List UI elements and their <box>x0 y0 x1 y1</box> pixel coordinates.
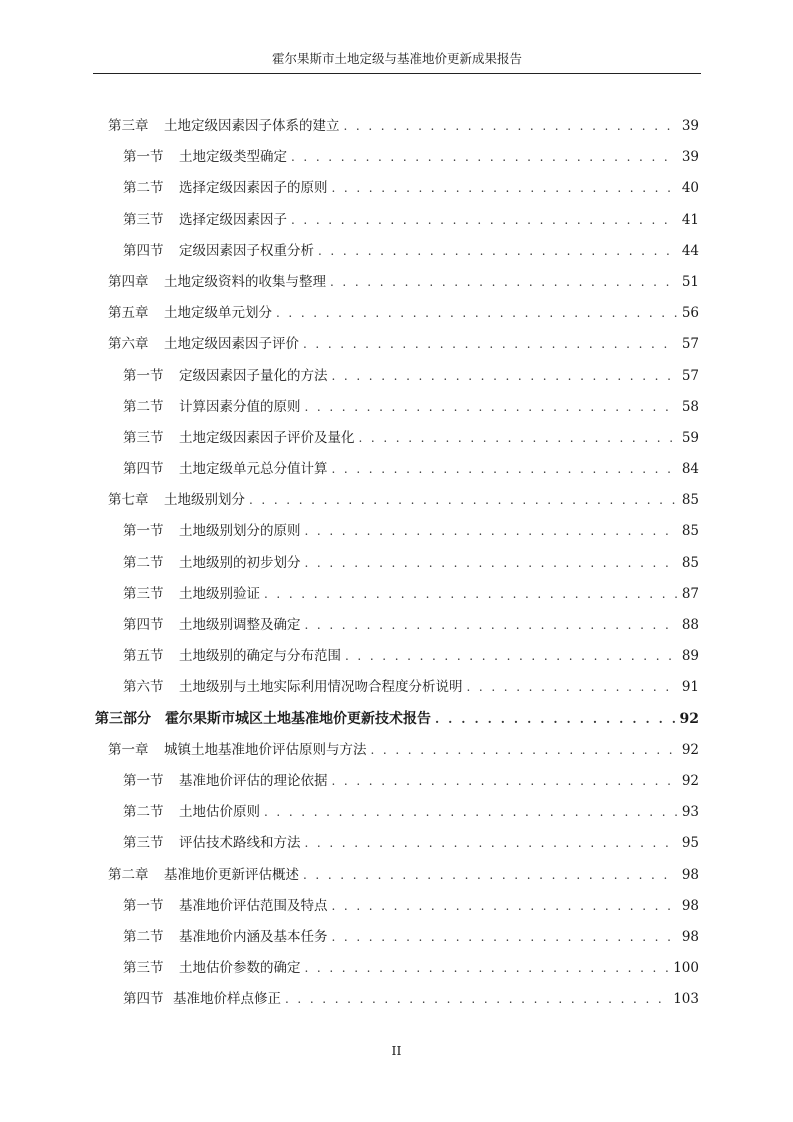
toc-entry-title: 霍尔果斯市城区土地基准地价更新技术报告 <box>165 710 431 727</box>
toc-entry-label: 第六章 <box>108 336 149 353</box>
toc-entry-chapter[interactable] <box>93 302 699 333</box>
toc-entry-label: 第五节 <box>123 648 164 665</box>
toc-entry-label: 第四节 <box>123 617 164 633</box>
toc-entry-page-number: 39 <box>681 149 699 166</box>
toc-entry-chapter[interactable] <box>93 115 699 146</box>
toc-entry-label: 第一节 <box>123 367 164 384</box>
toc-entry-page-number: 92 <box>681 741 699 758</box>
toc-entry-label: 第一节 <box>123 897 164 914</box>
toc-entry-section[interactable] <box>93 645 699 676</box>
toc-entry-title: 土地级别调整及确定 <box>179 617 301 633</box>
toc-entry-label: 第二章 <box>108 866 149 883</box>
toc-dot-leader <box>330 271 677 293</box>
toc-entry-section[interactable] <box>93 240 699 271</box>
toc-entry-section[interactable] <box>93 676 699 707</box>
toc-entry-title: 土地定级因素因子评价 <box>164 336 299 353</box>
toc-entry-page-number: 98 <box>681 897 699 914</box>
toc-dot-leader <box>305 614 678 636</box>
toc-entry-chapter[interactable] <box>93 864 699 895</box>
toc-entry-page-number: 58 <box>681 398 699 415</box>
toc-entry-title: 基准地价更新评估概述 <box>164 866 299 883</box>
toc-entry-section[interactable] <box>93 552 699 583</box>
toc-entry-page-number: 85 <box>681 492 699 509</box>
toc-entry-page-number: 84 <box>681 461 699 478</box>
toc-entry-section[interactable] <box>93 926 699 957</box>
toc-entry-page-number: 103 <box>673 991 699 1008</box>
toc-entry-section[interactable] <box>93 427 699 458</box>
toc-entry-label: 第三节 <box>123 960 164 977</box>
toc-entry-label: 第四节 <box>123 991 164 1008</box>
toc-dot-leader <box>467 676 678 698</box>
toc-entry-section[interactable] <box>93 801 699 832</box>
toc-entry-title: 土地级别划分 <box>164 492 245 509</box>
toc-entry-page-number: 92 <box>679 710 699 727</box>
toc-dot-leader <box>344 115 678 137</box>
toc-entry-label: 第一章 <box>108 741 149 758</box>
toc-entry-page-number: 44 <box>681 242 699 259</box>
toc-entry-label: 第七章 <box>108 492 149 509</box>
toc-entry-title: 土地定级因素因子体系的建立 <box>164 118 340 134</box>
toc-dot-leader <box>303 864 677 886</box>
toc-entry-section[interactable] <box>93 583 699 614</box>
toc-dot-leader <box>332 365 678 387</box>
toc-entry-label: 第一节 <box>123 523 164 540</box>
toc-entry-page-number: 87 <box>681 585 699 602</box>
toc-entry-part[interactable] <box>93 708 699 739</box>
toc-entry-section[interactable] <box>93 988 699 1019</box>
toc-entry-section[interactable] <box>93 396 699 427</box>
toc-entry-label: 第三节 <box>123 835 164 852</box>
toc-entry-page-number: 91 <box>681 679 699 696</box>
toc-entry-page-number: 98 <box>681 928 699 945</box>
toc-dot-leader <box>318 240 677 262</box>
toc-entry-page-number: 39 <box>681 118 699 134</box>
toc-entry-title: 评估技术路线和方法 <box>179 835 301 852</box>
toc-entry-label: 第二节 <box>123 398 164 415</box>
toc-entry-label: 第二节 <box>123 928 164 945</box>
toc-entry-page-number: 85 <box>681 554 699 571</box>
toc-entry-section[interactable] <box>93 832 699 863</box>
toc-dot-leader <box>332 458 678 480</box>
page-header: 霍尔果斯市土地定级与基准地价更新成果报告 <box>271 51 522 66</box>
toc-entry-page-number: 93 <box>681 804 699 821</box>
toc-dot-leader <box>359 427 678 449</box>
toc-entry-title: 基准地价内涵及基本任务 <box>179 928 328 945</box>
toc-entry-chapter[interactable] <box>93 489 699 520</box>
toc-entry-page-number: 95 <box>681 835 699 852</box>
toc-entry-title: 土地级别的确定与分布范围 <box>179 648 341 665</box>
toc-entry-chapter[interactable] <box>93 333 699 364</box>
toc-entry-page-number: 40 <box>681 180 699 197</box>
toc-dot-leader <box>305 552 678 574</box>
toc-dot-leader <box>291 209 677 231</box>
toc-entry-section[interactable] <box>93 895 699 926</box>
toc-entry-title: 土地估价原则 <box>179 804 260 821</box>
toc-entry-title: 计算因素分值的原则 <box>179 398 301 415</box>
toc-entry-label: 第四节 <box>123 461 164 478</box>
toc-entry-title: 基准地价评估的理论依据 <box>179 772 328 789</box>
toc-entry-section[interactable] <box>93 614 699 645</box>
toc-dot-leader <box>305 957 670 979</box>
toc-entry-page-number: 56 <box>681 305 699 322</box>
toc-dot-leader <box>305 396 678 418</box>
toc-entry-label: 第五章 <box>108 305 149 322</box>
toc-entry-page-number: 57 <box>681 367 699 384</box>
toc-entry-title: 土地级别的初步划分 <box>179 554 301 571</box>
toc-entry-page-number: 85 <box>681 523 699 540</box>
toc-entry-label: 第一节 <box>123 772 164 789</box>
toc-entry-title: 定级因素因子权重分析 <box>179 242 314 259</box>
toc-dot-leader <box>264 583 677 605</box>
toc-dot-leader <box>264 801 677 823</box>
page-number: II <box>391 1043 402 1058</box>
toc-entry-title: 土地定级因素因子评价及量化 <box>179 429 355 446</box>
toc-entry-label: 第三节 <box>123 429 164 446</box>
toc-dot-leader <box>249 489 677 511</box>
toc-entry-label: 第三部分 <box>95 710 151 727</box>
toc-entry-section[interactable] <box>93 209 699 240</box>
toc-dot-leader <box>332 770 678 792</box>
toc-entry-label: 第二节 <box>123 804 164 821</box>
toc-entry-label: 第六节 <box>123 679 164 696</box>
toc-entry-label: 第四节 <box>123 242 164 259</box>
toc-entry-page-number: 59 <box>681 429 699 446</box>
toc-dot-leader <box>285 988 669 1010</box>
toc-entry-page-number: 89 <box>681 648 699 665</box>
toc-dot-leader <box>345 645 677 667</box>
toc-entry-section[interactable] <box>93 177 699 208</box>
toc-entry-label: 第四章 <box>108 273 149 290</box>
toc-entry-label: 第三章 <box>108 118 149 134</box>
toc-entry-title: 定级因素因子量化的方法 <box>179 367 328 384</box>
toc-entry-title: 基准地价样点修正 <box>173 991 281 1008</box>
toc-dot-leader <box>435 708 676 730</box>
toc-entry-label: 第三节 <box>123 211 164 228</box>
toc-entry-title: 土地级别与土地实际利用情况吻合程度分析说明 <box>179 679 463 696</box>
toc-entry-title: 选择定级因素因子的原则 <box>179 180 328 197</box>
toc-entry-section[interactable] <box>93 458 699 489</box>
toc-entry-title: 土地定级单元总分值计算 <box>179 461 328 478</box>
toc-entry-title: 土地估价参数的确定 <box>179 960 301 977</box>
toc-entry-title: 土地定级单元划分 <box>164 305 272 322</box>
toc-entry-title: 城镇土地基准地价评估原则与方法 <box>164 741 367 758</box>
header-rule <box>93 73 701 74</box>
toc-dot-leader <box>291 146 677 168</box>
toc-entry-section[interactable] <box>93 146 699 177</box>
toc-entry-chapter[interactable] <box>93 739 699 770</box>
toc-dot-leader <box>305 520 678 542</box>
toc-entry-page-number: 100 <box>673 960 699 977</box>
toc-entry-chapter[interactable] <box>93 271 699 302</box>
toc-dot-leader <box>332 926 678 948</box>
toc-entry-page-number: 41 <box>681 211 699 228</box>
table-of-contents <box>93 115 699 1019</box>
toc-entry-page-number: 57 <box>681 336 699 353</box>
toc-entry-label: 第一节 <box>123 149 164 166</box>
toc-entry-label: 第三节 <box>123 585 164 602</box>
toc-entry-title: 土地定级资料的收集与整理 <box>164 273 326 290</box>
toc-entry-section[interactable] <box>93 520 699 551</box>
toc-entry-section[interactable] <box>93 365 699 396</box>
toc-dot-leader <box>332 895 678 917</box>
toc-dot-leader <box>332 177 678 199</box>
toc-entry-label: 第二节 <box>123 554 164 571</box>
toc-dot-leader <box>303 333 677 355</box>
toc-entry-title: 基准地价评估范围及特点 <box>179 897 328 914</box>
toc-entry-page-number: 92 <box>681 772 699 789</box>
toc-entry-title: 土地级别划分的原则 <box>179 523 301 540</box>
toc-entry-title: 土地定级类型确定 <box>179 149 287 166</box>
toc-entry-label: 第二节 <box>123 180 164 197</box>
toc-dot-leader <box>305 832 678 854</box>
toc-entry-page-number: 88 <box>681 617 699 633</box>
toc-entry-page-number: 51 <box>681 273 699 290</box>
toc-dot-leader <box>371 739 678 761</box>
toc-entry-title: 土地级别验证 <box>179 585 260 602</box>
toc-entry-title: 选择定级因素因子 <box>179 211 287 228</box>
toc-entry-section[interactable] <box>93 957 699 988</box>
toc-entry-section[interactable] <box>93 770 699 801</box>
toc-entry-page-number: 98 <box>681 866 699 883</box>
toc-dot-leader <box>276 302 677 324</box>
